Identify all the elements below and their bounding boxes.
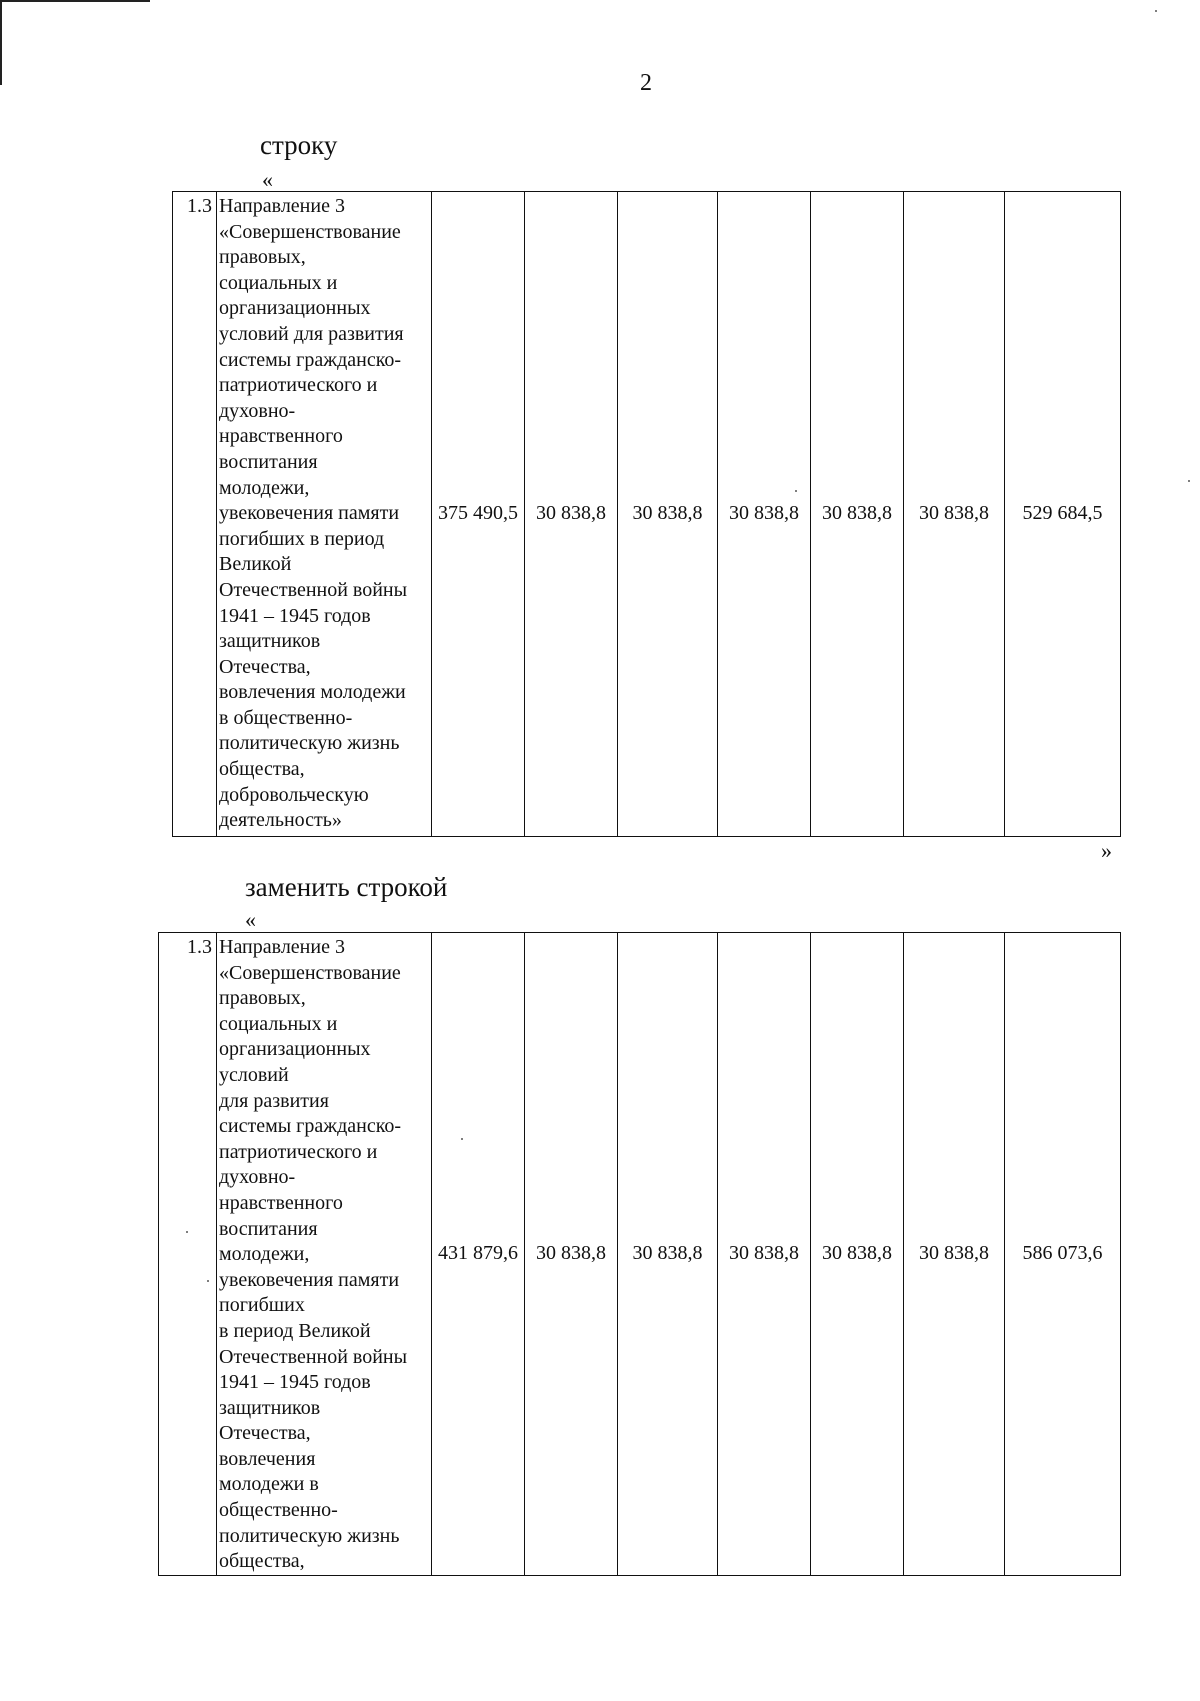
- old-row-table: [172, 191, 1121, 837]
- page-number: 2: [640, 70, 652, 96]
- new-row-heading: заменить строкой: [245, 872, 448, 902]
- scan-speck: [207, 1280, 209, 1282]
- scan-speck: [461, 1138, 463, 1140]
- old-row-description: Направление 3 «Совершенствование правовых, социальных и организационных условий для развития системы гражданско- патриотического и духовно- нравственного воспитания молодежи, увековечения памяти погибших в период Великой Отечественной войны 1941 – 1945 годов защитников Отечества, вовлечения молодежи в общественно- политическую жизнь общества, добровольческую деятельность»: [217, 192, 432, 837]
- old-row-number: 1.3: [173, 192, 217, 837]
- new-value-cell: 30 838,8: [718, 933, 811, 1576]
- new-value-cell: 30 838,8: [525, 933, 618, 1576]
- old-row-heading: строку: [260, 130, 338, 160]
- old-value-cell: 30 838,8: [904, 192, 1005, 837]
- new-value-cell: 431 879,6: [432, 933, 525, 1576]
- scan-speck: [186, 1231, 188, 1233]
- new-row-open-quote: «: [245, 907, 256, 932]
- new-value-cell: 30 838,8: [811, 933, 904, 1576]
- old-total-cell: 529 684,5: [1005, 192, 1121, 837]
- old-row-open-quote: «: [262, 167, 273, 192]
- old-value-cell: 375 490,5: [432, 192, 525, 837]
- old-value-cell: 30 838,8: [618, 192, 718, 837]
- new-row-table: [158, 932, 1121, 1576]
- old-value-cell: 30 838,8: [811, 192, 904, 837]
- new-value-cell: 30 838,8: [618, 933, 718, 1576]
- new-table-row: [159, 933, 1121, 1576]
- new-total-cell: 586 073,6: [1005, 933, 1121, 1576]
- scan-speck: [1155, 10, 1157, 12]
- scan-edge-mark-left: [0, 0, 2, 85]
- old-table-row: [173, 192, 1121, 837]
- old-value-cell: 30 838,8: [718, 192, 811, 837]
- new-value-cell: 30 838,8: [904, 933, 1005, 1576]
- scan-speck: [1188, 480, 1190, 482]
- new-row-number: 1.3: [159, 933, 217, 1576]
- scan-speck: [795, 490, 797, 492]
- new-row-description: Направление 3 «Совершенствование правовых, социальных и организационных условий для развития системы гражданско- патриотического и духовно- нравственного воспитания молодежи, увековечения памяти погибших в период Великой Отечественной войны 1941 – 1945 годов защитников Отечества, вовлечения молодежи в общественно- политическую жизнь общества,: [217, 933, 432, 1576]
- scan-edge-mark-top: [0, 0, 150, 2]
- old-value-cell: 30 838,8: [525, 192, 618, 837]
- old-row-close-quote: »: [1101, 838, 1112, 863]
